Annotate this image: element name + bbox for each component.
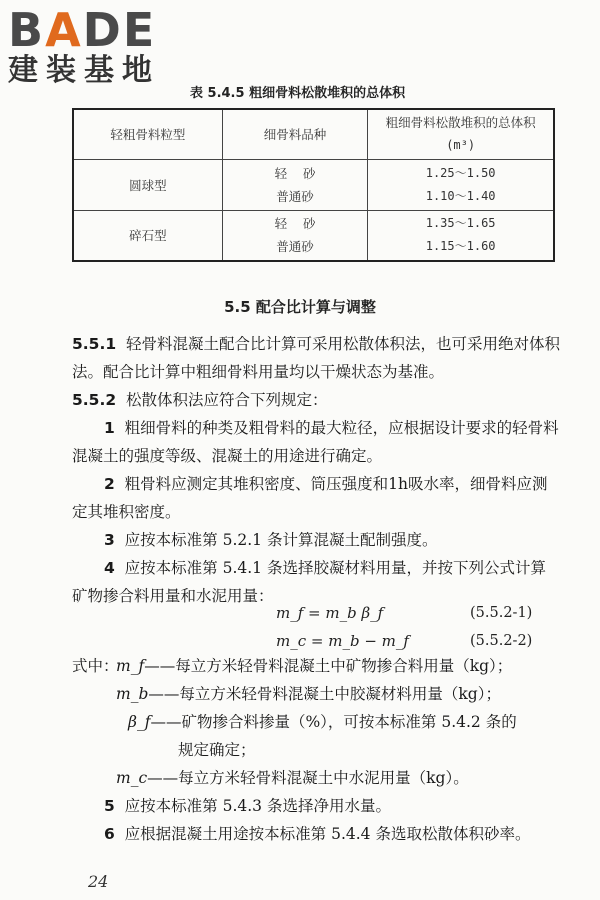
formula-2: m_c = m_b − m_f (276, 632, 409, 650)
list-item: 4 应按本标准第 5.4.1 条选择胶凝材料用量，并按下列公式计算矿物掺合料用量和水泥用量： (72, 559, 546, 605)
clause-5-5-1: 5.5.1 轻骨料混凝土配合比计算可采用松散体积法，也可采用绝对体积法。配合比计算中粗细骨料用量均以干燥状态为基准。 (72, 335, 561, 381)
table-caption: 表 5.4.5 粗细骨料松散堆积的总体积 (190, 86, 406, 101)
list-item: 5 应按本标准第 5.4.3 条选择净用水量。 (104, 797, 391, 815)
formula-1-number: (5.5.2-1) (470, 605, 533, 621)
list-item: 1 粗细骨料的种类及粗骨料的最大粒径，应根据设计要求的轻骨料混凝土的强度等级、混凝土的用途进行确定。 (72, 419, 559, 465)
section-title: 5.5 配合比计算与调整 (224, 298, 376, 316)
clause-5-5-2: 5.5.2 松散体积法应符合下列规定： (72, 391, 328, 409)
formula-1: m_f = m_b β_f (276, 604, 384, 622)
legend-entry-mb: m_b——每立方米轻骨料混凝土中胶凝材料用量（kg）； (116, 685, 501, 703)
cell-fine-type: 轻 砂 普通砂 (222, 210, 367, 261)
legend-entry-betaf: β_f——矿物掺合料掺量（%），可按本标准第 5.4.2 条的 (128, 713, 517, 731)
bade-logo (8, 3, 178, 88)
header-total-volume: 粗细骨料松散堆积的总体积 (m³) (368, 109, 554, 159)
logo-subtitle: 建装基地 (8, 53, 160, 88)
page-number: 24 (88, 872, 109, 891)
table-row (73, 159, 554, 210)
aggregate-volume-table (72, 108, 555, 262)
legend-entry-mc: m_c——每立方米轻骨料混凝土中水泥用量（kg）。 (116, 769, 469, 787)
cell-coarse-type: 碎石型 (73, 210, 222, 261)
table-row (73, 210, 554, 261)
list-item: 3 应按本标准第 5.2.1 条计算混凝土配制强度。 (104, 531, 438, 549)
header-coarse-type: 轻粗骨料粒型 (73, 109, 222, 159)
cell-volume: 1.35～1.65 1.15～1.60 (368, 210, 554, 261)
cell-volume: 1.25～1.50 1.10～1.40 (368, 159, 554, 210)
logo-wordmark: BADE (8, 3, 157, 57)
header-fine-type: 细骨料品种 (222, 109, 367, 159)
table-header-row (73, 109, 554, 159)
list-item: 6 应根据混凝土用途按本标准第 5.4.4 条选取松散体积砂率。 (104, 825, 531, 843)
legend-intro: 式中： (72, 657, 119, 675)
legend-entry-betaf-cont: 规定确定； (178, 741, 256, 759)
cell-fine-type: 轻 砂 普通砂 (222, 159, 367, 210)
list-item: 2 粗骨料应测定其堆积密度、筒压强度和1h吸水率，细骨料应测定其堆积密度。 (72, 475, 548, 521)
formula-2-number: (5.5.2-2) (470, 633, 533, 649)
legend-entry-mf: m_f——每立方米轻骨料混凝土中矿物掺合料用量（kg）； (116, 657, 513, 675)
cell-coarse-type: 圆球型 (73, 159, 222, 210)
